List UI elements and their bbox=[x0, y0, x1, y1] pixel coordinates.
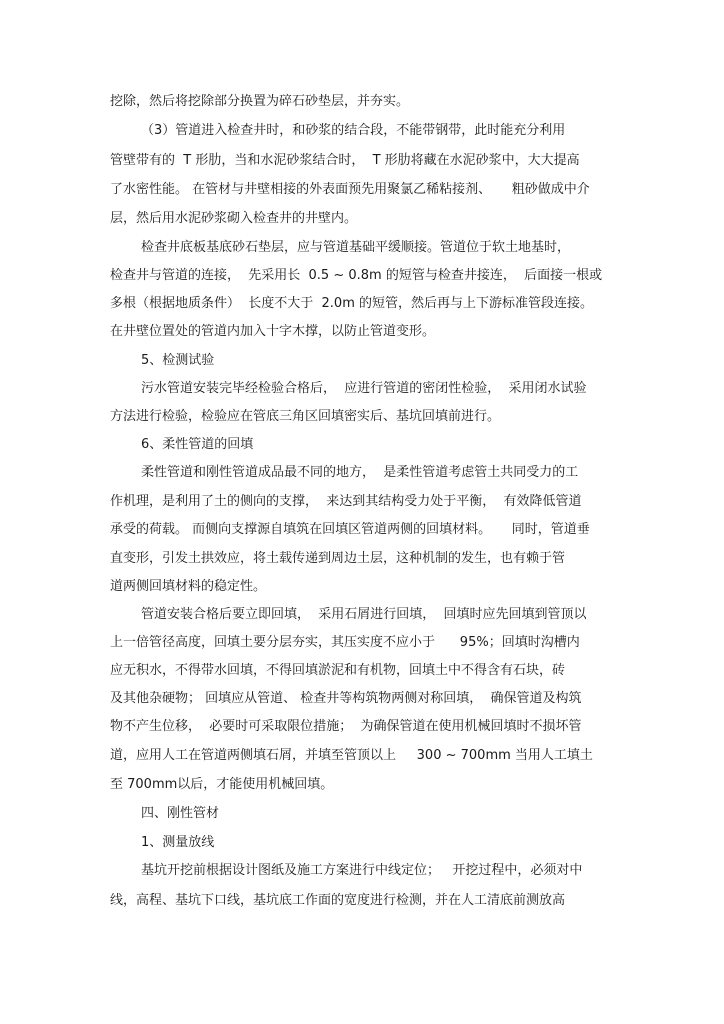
text-line: 挖除，然后将挖除部分换置为碎石砂垫层，并夯实。 bbox=[110, 94, 410, 109]
text-line: 管道安装合格后要立即回填， 采用石屑进行回填， 回填时应先回填到管顶以 bbox=[141, 607, 587, 622]
text-line: 道，应用人工在管道两侧填石屑，并填至管顶以上 300 ~ 700mm 当用人工填土 bbox=[110, 748, 593, 763]
section-heading: 5、检测试验 bbox=[141, 353, 215, 368]
text-line: 道两侧回填材料的稳定性。 bbox=[110, 579, 267, 594]
text-line: 直变形，引发土拱效应，将土载传递到周边土层，这种机制的发生，也有赖于管 bbox=[110, 551, 566, 566]
text-line: 了水密性能。 在管材与井壁相接的外表面预先用聚氯乙稀粘接剂、 粗砂做成中介 bbox=[110, 182, 590, 197]
text-line: 污水管道安装完毕经检验合格后， 应进行管道的密闭性检验， 采用闭水试验 bbox=[141, 381, 587, 396]
section-heading: 1、测量放线 bbox=[141, 835, 215, 850]
text-line: 检查井底板基底砂石垫层，应与管道基础平缓顺接。管道位于软土地基时， bbox=[141, 240, 571, 255]
text-line: 柔性管道和刚性管道成品最不同的地方， 是柔性管道考虑管土共同受力的工 bbox=[141, 465, 579, 480]
text-line: 至 700mm以后，才能使用机械回填。 bbox=[110, 777, 334, 792]
text-line: 线，高程、基坑下口线，基坑底工作面的宽度进行检测，并在人工清底前测放高 bbox=[110, 893, 566, 908]
text-line: 方法进行检验，检验应在管底三角区回填密实后、基坑回填前进行。 bbox=[110, 409, 501, 424]
text-line: 作机理，是利用了土的侧向的支撑， 来达到其结构受力处于平衡， 有效降低管道 bbox=[110, 494, 582, 509]
text-line: 在井壁位置处的管道内加入十字木撑，以防止管道变形。 bbox=[110, 324, 436, 339]
text-line: 及其他杂硬物； 回填应从管道、 检查井等构筑物两侧对称回填， 确保管道及构筑 bbox=[110, 691, 582, 706]
section-heading: 6、柔性管道的回填 bbox=[141, 437, 254, 452]
text-line: 多根（根据地质条件） 长度不大于 2.0m 的短管，然后再与上下游标准管段连接。 bbox=[110, 296, 593, 311]
text-line: 承受的荷载。 而侧向支撑源自填筑在回填区管道两侧的回填材料。 同时，管道垂 bbox=[110, 522, 590, 537]
text-line: （3）管道进入检查井时，和砂浆的结合段，不能带钢带，此时能充分利用 bbox=[141, 123, 566, 138]
text-line: 应无积水，不得带水回填，不得回填淤泥和有机物，回填土中不得含有石块，砖 bbox=[110, 663, 566, 678]
text-line: 管壁带有的 T 形肋，当和水泥砂浆结合时， T 形肋将藏在水泥砂浆中，大大提高 bbox=[110, 153, 580, 168]
text-line: 基坑开挖前根据设计图纸及施工方案进行中线定位； 开挖过程中，必须对中 bbox=[141, 863, 583, 878]
text-line: 检查井与管道的连接， 先采用长 0.5 ~ 0.8m 的短管与检查井接连， 后面接一根或 bbox=[110, 268, 603, 283]
text-line: 物不产生位移， 必要时可采取限位措施； 为确保管道在使用机械回填时不损坏管 bbox=[110, 719, 582, 734]
text-line: 上一倍管径高度，回填土要分层夯实，其压实度不应小于 95%；回填时沟槽内 bbox=[110, 635, 580, 650]
section-heading: 四、刚性管材 bbox=[141, 806, 220, 821]
text-line: 层，然后用水泥砂浆砌入检查井的井壁内。 bbox=[110, 211, 358, 226]
